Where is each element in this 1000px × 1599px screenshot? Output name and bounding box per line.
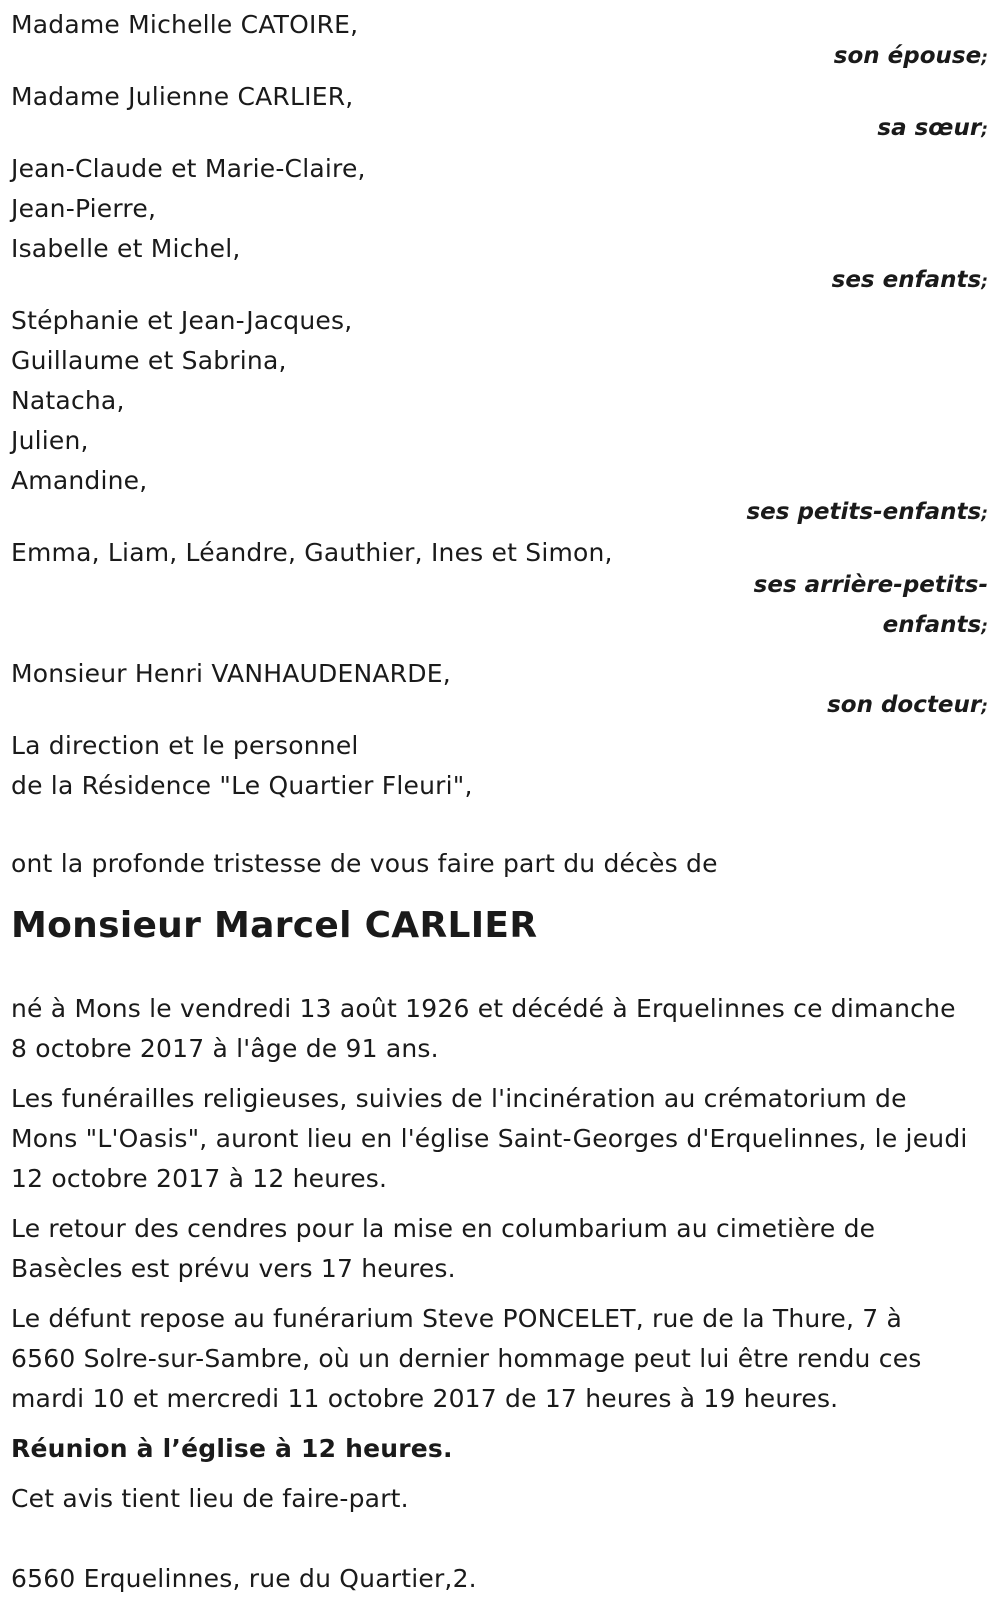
paragraph-line: Les funérailles religieuses, suivies de l'incinération au crématorium de — [11, 1084, 907, 1113]
relation-label — [11, 501, 988, 526]
family-group-great-grandchildren — [11, 533, 988, 647]
family-line: Guillaume et Sabrina, — [11, 346, 287, 375]
relation-semicolon: ; — [981, 697, 988, 717]
family-line: Jean-Claude et Marie-Claire, — [11, 154, 366, 183]
deceased-name: Monsieur Marcel CARLIER — [11, 905, 538, 946]
paragraph-line: Basècles est prévu vers 17 heures. — [11, 1254, 456, 1283]
family-group-sister — [11, 77, 988, 142]
notice-text: Cet avis tient lieu de faire-part. — [11, 1484, 409, 1513]
relation-semicolon: ; — [981, 272, 988, 292]
funeral-paragraph — [11, 1079, 988, 1199]
relation-text: son docteur — [827, 692, 982, 718]
relation-label — [11, 117, 988, 142]
meeting-notice: Réunion à l’église à 12 heures. — [11, 1434, 453, 1463]
family-line: Emma, Liam, Léandre, Gauthier, Ines et Simon, — [11, 538, 613, 567]
family-line: Natacha, — [11, 386, 125, 415]
relation-text-part2-wrap — [11, 605, 988, 647]
family-address: 6560 Erquelinnes, rue du Quartier,2. — [11, 1564, 477, 1593]
relation-text-part1: ses arrière-petits- — [753, 572, 988, 598]
paragraph-line: 6560 Solre-sur-Sambre, où un dernier hommage peut lui être rendu ces — [11, 1344, 922, 1373]
family-group-doctor — [11, 654, 988, 719]
family-line: Madame Michelle CATOIRE, — [11, 10, 359, 39]
relation-text: sa sœur — [877, 115, 982, 141]
paragraph-line: mardi 10 et mercredi 11 octobre 2017 de 17 heures à 19 heures. — [11, 1384, 839, 1413]
relation-label — [11, 45, 988, 70]
relation-text: son épouse — [833, 43, 982, 69]
paragraph-line: né à Mons le vendredi 13 août 1926 et décédé à Erquelinnes ce dimanche — [11, 994, 956, 1023]
relation-semicolon: ; — [981, 617, 988, 637]
relation-semicolon: ; — [981, 48, 988, 68]
relation-label — [11, 694, 988, 719]
family-line: Amandine, — [11, 466, 148, 495]
paragraph-line: Mons "L'Oasis", auront lieu en l'église Saint-Georges d'Erquelinnes, le jeudi — [11, 1124, 968, 1153]
relation-text-part2: enfants — [882, 612, 982, 638]
family-line: Julien, — [11, 426, 89, 455]
relation-text: ses petits-enfants — [746, 499, 982, 525]
family-group-residence — [11, 726, 988, 806]
family-group-spouse — [11, 5, 988, 70]
birth-paragraph — [11, 989, 988, 1069]
family-line: Monsieur Henri VANHAUDENARDE, — [11, 659, 451, 688]
family-line: La direction et le personnel — [11, 731, 359, 760]
family-line: de la Résidence "Le Quartier Fleuri", — [11, 771, 473, 800]
paragraph-line: 12 octobre 2017 à 12 heures. — [11, 1164, 388, 1193]
family-group-grandchildren — [11, 301, 988, 526]
relation-semicolon: ; — [981, 504, 988, 524]
relation-label — [11, 269, 988, 294]
relation-semicolon: ; — [981, 120, 988, 140]
family-group-children — [11, 149, 988, 294]
relation-text: ses enfants — [831, 267, 982, 293]
relation-label — [11, 565, 988, 647]
rest-paragraph — [11, 1299, 988, 1419]
paragraph-line: Le défunt repose au funérarium Steve PONCELET, rue de la Thure, 7 à — [11, 1304, 903, 1333]
paragraph-line: 8 octobre 2017 à l'âge de 91 ans. — [11, 1034, 439, 1063]
family-line: Madame Julienne CARLIER, — [11, 82, 354, 111]
intro-text: ont la profonde tristesse de vous faire part du décès de — [11, 849, 718, 878]
family-line: Jean-Pierre, — [11, 194, 157, 223]
paragraph-line: Le retour des cendres pour la mise en columbarium au cimetière de — [11, 1214, 876, 1243]
family-line: Isabelle et Michel, — [11, 234, 241, 263]
ashes-paragraph — [11, 1209, 988, 1289]
family-line: Stéphanie et Jean-Jacques, — [11, 306, 353, 335]
